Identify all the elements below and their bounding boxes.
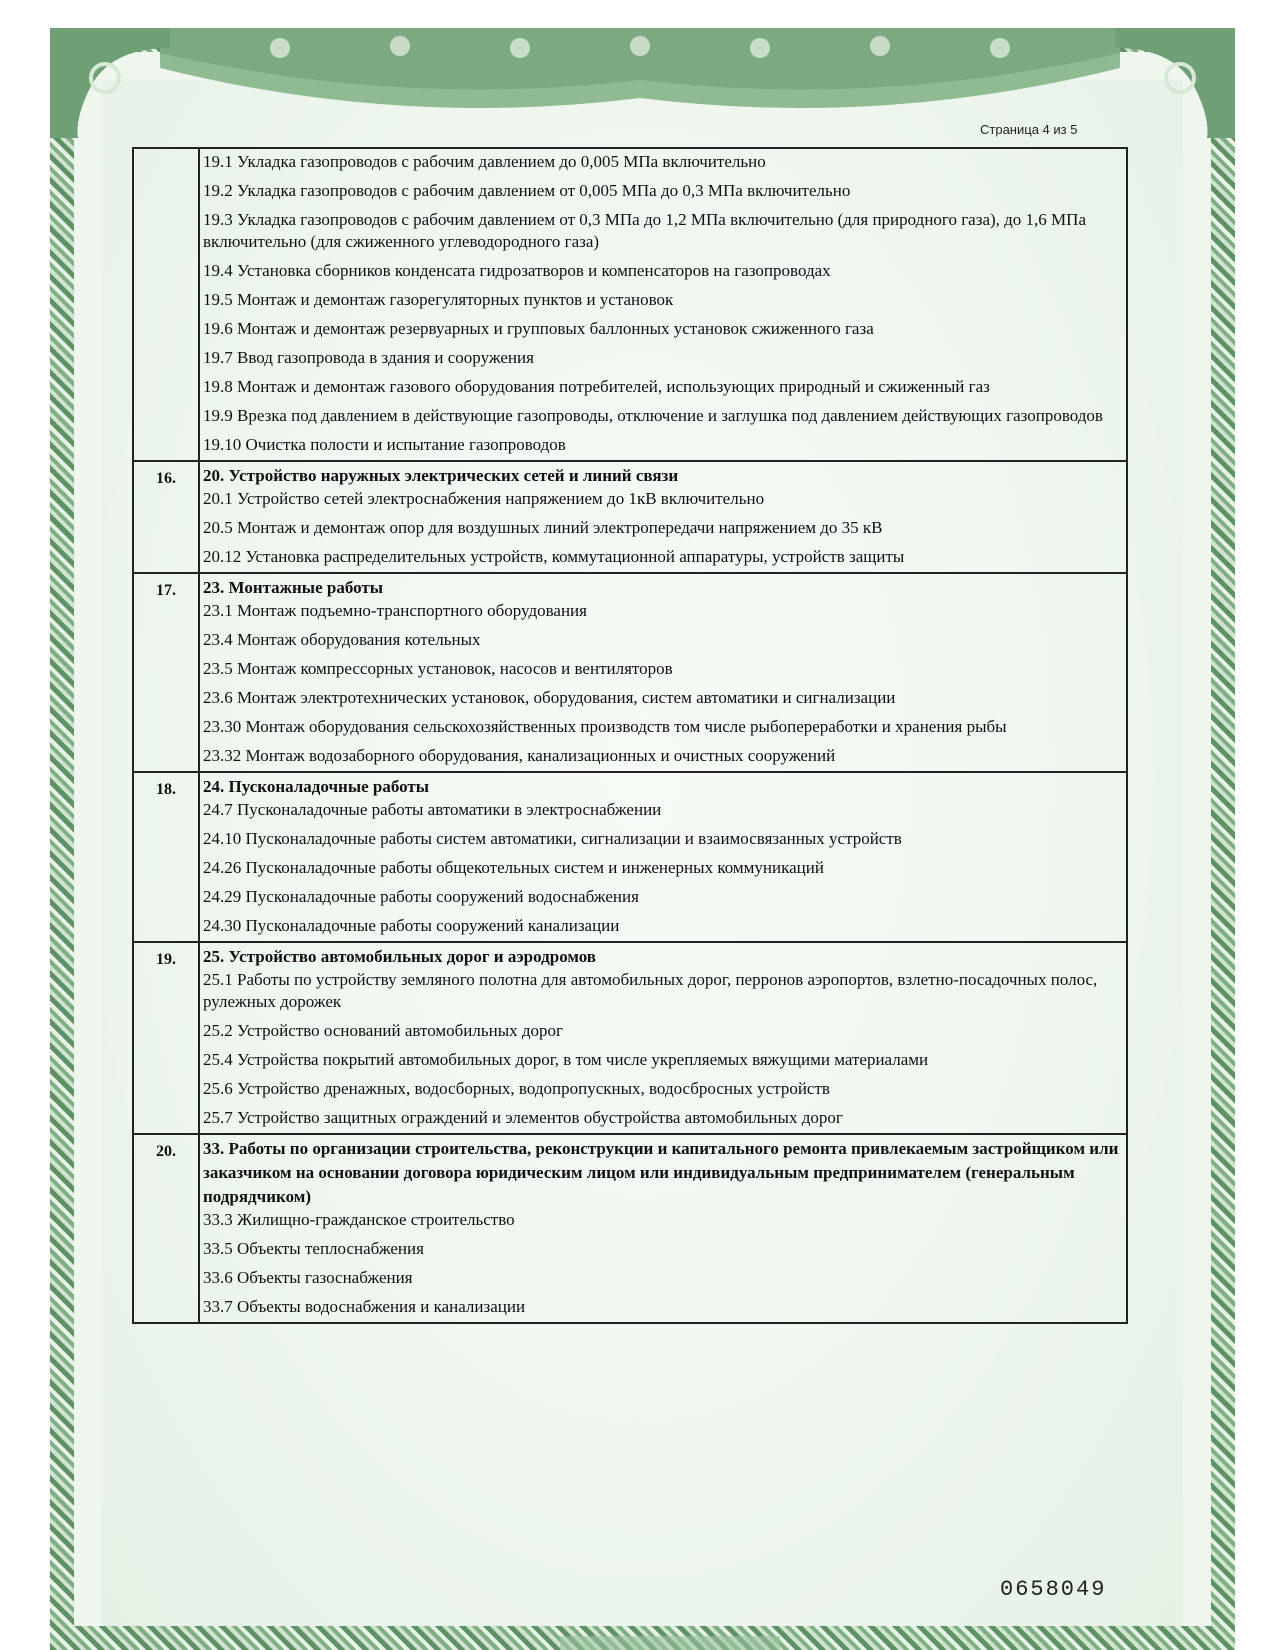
page-number: Страница 4 из 5 [980,122,1078,137]
works-table [132,147,1128,1324]
work-group-heading: 23. Монтажные работы [203,578,383,597]
row-number: 20. [133,1134,199,1323]
work-item: 23.4 Монтаж оборудования котельных [203,630,481,649]
decorative-top-ornament [160,28,1120,123]
work-item: 19.10 Очистка полости и испытание газопроводов [203,435,566,454]
work-item: 25.1 Работы по устройству земляного полотна для автомобильных дорог, перронов аэропортов, взлетно-посадочных полос, рулежных дорожек [203,970,1098,1011]
work-group-content [199,1134,1127,1323]
row-number: 19. [133,942,199,1134]
corner-ornament-right [1115,28,1235,138]
work-item: 33.6 Объекты газоснабжения [203,1268,413,1287]
work-group-content [199,573,1127,772]
work-group-row [133,772,1127,942]
work-group-heading: 33. Работы по организации строительства, реконструкции и капитального ремонта привлекаемым застройщиком или заказчиком на основании договора юридическим лицом или индивидуальным предпринимателем (генеральным подрядчиком) [203,1139,1119,1206]
work-item: 19.2 Укладка газопроводов с рабочим давлением от 0,005 МПа до 0,3 МПа включительно [203,181,851,200]
work-item: 25.7 Устройство защитных ограждений и элементов обустройства автомобильных дорог [203,1108,843,1127]
work-item: 19.5 Монтаж и демонтаж газорегуляторных пунктов и установок [203,290,674,309]
work-item: 24.29 Пусконаладочные работы сооружений водоснабжения [203,887,639,906]
work-group-heading: 20. Устройство наружных электрических сетей и линий связи [203,466,679,485]
work-item: 19.9 Врезка под давлением в действующие газопроводы, отключение и заглушка под давлением действующих газопроводов [203,406,1103,425]
work-item: 19.4 Установка сборников конденсата гидрозатворов и компенсаторов на газопроводах [203,261,831,280]
work-group-heading: 24. Пусконаладочные работы [203,777,430,796]
work-item: 23.32 Монтаж водозаборного оборудования, канализационных и очистных сооружений [203,746,836,765]
work-item: 19.7 Ввод газопровода в здания и сооружения [203,348,534,367]
corner-ornament-left [50,28,170,138]
work-item: 19.1 Укладка газопроводов с рабочим давлением до 0,005 МПа включительно [203,152,766,171]
work-item: 33.5 Объекты теплоснабжения [203,1239,424,1258]
work-item: 19.6 Монтаж и демонтаж резервуарных и групповых баллонных установок сжиженного газа [203,319,874,338]
work-item: 24.10 Пусконаладочные работы систем автоматики, сигнализации и взаимосвязанных устройств [203,829,902,848]
work-group-content [199,148,1127,461]
work-item: 25.2 Устройство оснований автомобильных дорог [203,1021,564,1040]
row-number: 18. [133,772,199,942]
work-item: 23.1 Монтаж подъемно-транспортного оборудования [203,601,587,620]
bottom-ornament [560,1632,780,1650]
row-number: 17. [133,573,199,772]
work-item: 33.7 Объекты водоснабжения и канализации [203,1297,526,1316]
work-item: 19.8 Монтаж и демонтаж газового оборудования потребителей, использующих природный и сжиженный газ [203,377,990,396]
work-group-heading: 25. Устройство автомобильных дорог и аэродромов [203,947,596,966]
work-item: 20.12 Установка распределительных устройств, коммутационной аппаратуры, устройств защиты [203,547,905,566]
serial-number: 0658049 [1000,1577,1107,1602]
work-group-row [133,1134,1127,1323]
work-item: 19.3 Укладка газопроводов с рабочим давлением от 0,3 МПа до 1,2 МПа включительно (для природного газа), до 1,6 МПа включительно (для сжиженного углеводородного газа) [203,210,1086,251]
row-number: 16. [133,461,199,573]
work-item: 23.30 Монтаж оборудования сельскохозяйственных производств том числе рыбопереработки и хранения рыбы [203,717,1007,736]
row-number [133,148,199,461]
work-item: 20.1 Устройство сетей электроснабжения напряжением до 1кВ включительно [203,489,765,508]
work-group-row [133,148,1127,461]
work-item: 23.5 Монтаж компрессорных установок, насосов и вентиляторов [203,659,673,678]
work-group-row [133,942,1127,1134]
work-item: 33.3 Жилищно-гражданское строительство [203,1210,515,1229]
work-group-content [199,772,1127,942]
work-item: 24.30 Пусконаладочные работы сооружений канализации [203,916,620,935]
work-item: 25.4 Устройства покрытий автомобильных дорог, в том числе укрепляемых вяжущими материалами [203,1050,929,1069]
work-group-row [133,573,1127,772]
work-group-row [133,461,1127,573]
work-group-content [199,942,1127,1134]
work-item: 25.6 Устройство дренажных, водосборных, водопропускных, водосбросных устройств [203,1079,830,1098]
work-item: 24.7 Пусконаладочные работы автоматики в электроснабжении [203,800,662,819]
work-group-content [199,461,1127,573]
work-item: 23.6 Монтаж электротехнических установок, оборудования, систем автоматики и сигнализации [203,688,896,707]
work-item: 24.26 Пусконаладочные работы общекотельных систем и инженерных коммуникаций [203,858,824,877]
work-item: 20.5 Монтаж и демонтаж опор для воздушных линий электропередачи напряжением до 35 кВ [203,518,883,537]
